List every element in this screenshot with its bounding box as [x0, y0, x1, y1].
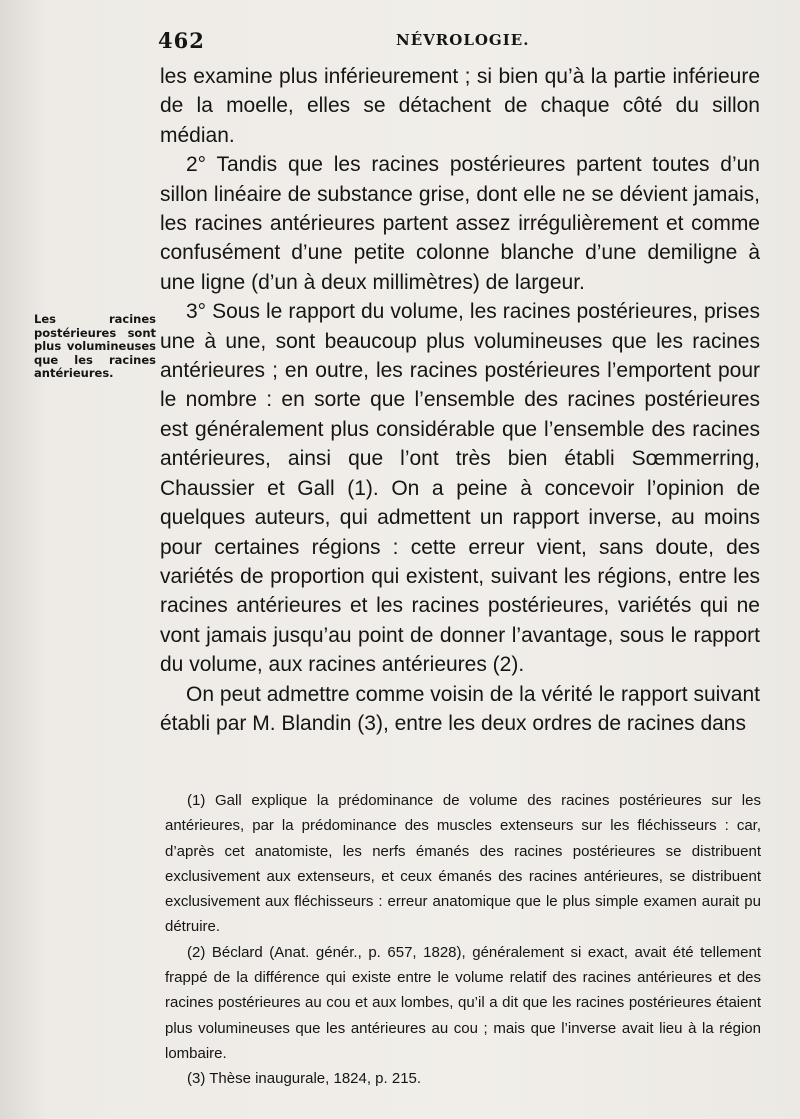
footnote-1: (1) Gall explique la prédominance de volume des racines postérieures sur les antérieures, par la prédominance des muscles extenseurs sur les fléchisseurs : car, d’après cet anatomiste, les nerfs émanés des racines postérieures se distribuent exclusivement aux extenseurs, et ceux émanés des racines antérieures, se distribuent exclusivement aux fléchisseurs : erreur anatomique que le plus simple examen aurait pu détruire. [165, 792, 761, 936]
paragraph-1: les examine plus inférieurement ; si bien qu’à la partie inférieure de la moelle, elles se détachent de chaque côté du sillon médian. [160, 65, 760, 147]
footnote-3: (3) Thèse inaugurale, 1824, p. 215. [187, 1070, 422, 1088]
running-title: NÉVROLOGIE. [396, 31, 530, 49]
margin-note: Les racines postérieures sont plus volumineuses que les racines antérieures. [34, 312, 156, 380]
paragraph-3: 3° Sous le rapport du volume, les racines postérieures, prises une à une, sont beaucoup plus volumineuses que les racines antérieures ; en outre, les racines postérieures l’emportent pour le nombre : en sorte que l’ensemble des racines postérieures est généralement plus considérable que l’ensemble des racines antérieures, ainsi que l’ont très bien établi Sœmmerring, Chaussier et Gall (1). On a peine à concevoir l’opinion de quelques auteurs, qui admettent un rapport inverse, au moins pour certaines régions : cette erreur vient, sans doute, des variétés de proportion qui existent, suivant les régions, entre les racines antérieures et les racines postérieures, variétés qui ne vont jamais jusqu’au point de donner l’avantage, sous le rapport du volume, aux racines antérieures (2). [160, 300, 760, 677]
paragraph-2: 2° Tandis que les racines postérieures partent toutes d’un sillon linéaire de substance grise, dont elle ne se dévient jamais, les racines antérieures partent assez irrégulièrement et comme confusément d’une petite colonne blanche d’une demiligne à une ligne (d’un à deux millimètres) de largeur. [160, 153, 760, 294]
page-header [158, 28, 758, 54]
footnote-2: (2) Béclard (Anat. génér., p. 657, 1828), généralement si exact, avait été tellement frappé de la différence qui existe entre le volume relatif des racines antérieures et des racines postérieures au cou et aux lombes, qu’il a dit que les racines postérieures étaient plus volumineuses que les antérieures au cou ; mais que l’inverse avait lieu à la région lombaire. [165, 943, 761, 1062]
body-text [160, 62, 760, 738]
footnotes [165, 788, 761, 1092]
paragraph-4: On peut admettre comme voisin de la vérité le rapport suivant établi par M. Blandin (3), entre les deux ordres de racines dans [160, 682, 760, 735]
page-number: 462 [158, 28, 205, 53]
